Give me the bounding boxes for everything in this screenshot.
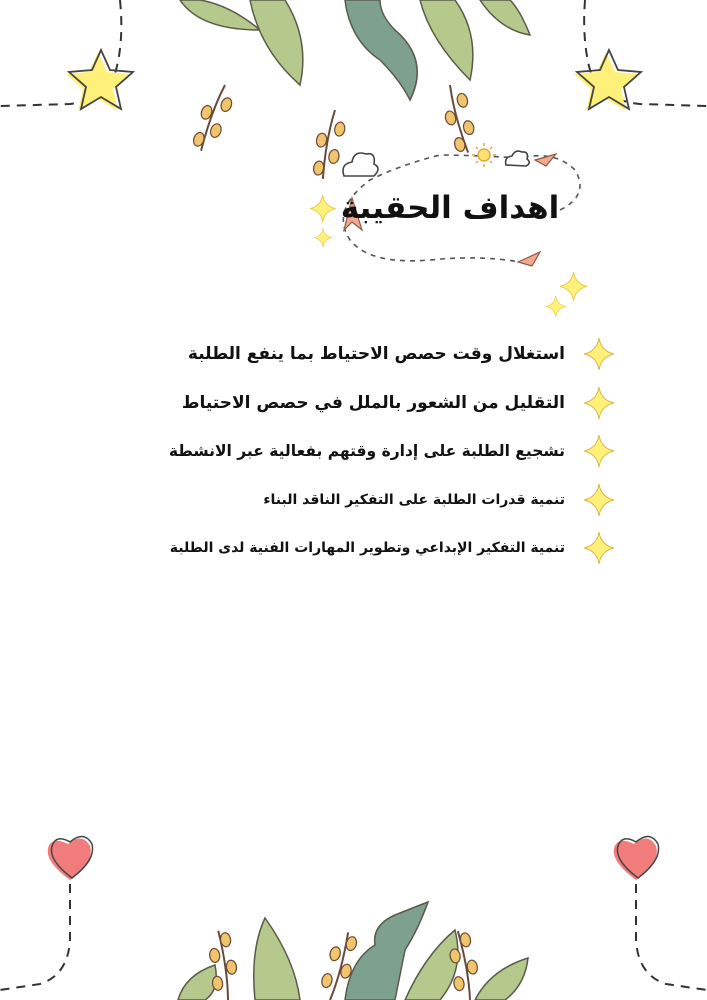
- sparkle-icon: [584, 484, 614, 516]
- sparkle-icon: [584, 387, 614, 419]
- goal-text: تشجيع الطلبة على إدارة وقتهم بفعالية عبر الانشطة: [168, 442, 565, 461]
- goal-text: تنمية التفكير الإبداعي وتطوير المهارات الفنية لدى الطلبة: [169, 540, 565, 557]
- sparkle-icon: [584, 338, 614, 370]
- heart-icon: [614, 836, 659, 880]
- cloud-icon: [343, 151, 529, 176]
- bottom-left-string: [0, 884, 70, 990]
- star-icon: [574, 50, 641, 111]
- goal-text: التقليل من الشعور بالملل في حصص الاحتياط: [181, 392, 565, 413]
- list-item: [187, 330, 620, 379]
- page-title: اهداف الحقيبة: [340, 190, 560, 226]
- goal-text: استغلال وقت حصص الاحتياط بما ينفع الطلبة: [187, 344, 565, 365]
- list-item: [169, 524, 620, 573]
- star-icon: [66, 50, 133, 111]
- sparkle-icon: [584, 435, 614, 467]
- goal-text: تنمية قدرات الطلبة على التفكير الناقد البناء: [263, 491, 565, 508]
- bottom-right-string: [636, 884, 707, 990]
- list-item: [168, 427, 620, 476]
- title-area: [330, 178, 570, 238]
- heart-icon: [48, 836, 93, 880]
- berry-stems: [189, 81, 237, 156]
- leaf-icon: [180, 0, 530, 100]
- leaf-icon: [178, 902, 528, 1000]
- sparkle-icon: [584, 532, 614, 564]
- goals-list: [168, 330, 620, 573]
- list-item: [181, 379, 620, 428]
- list-item: [190, 476, 620, 525]
